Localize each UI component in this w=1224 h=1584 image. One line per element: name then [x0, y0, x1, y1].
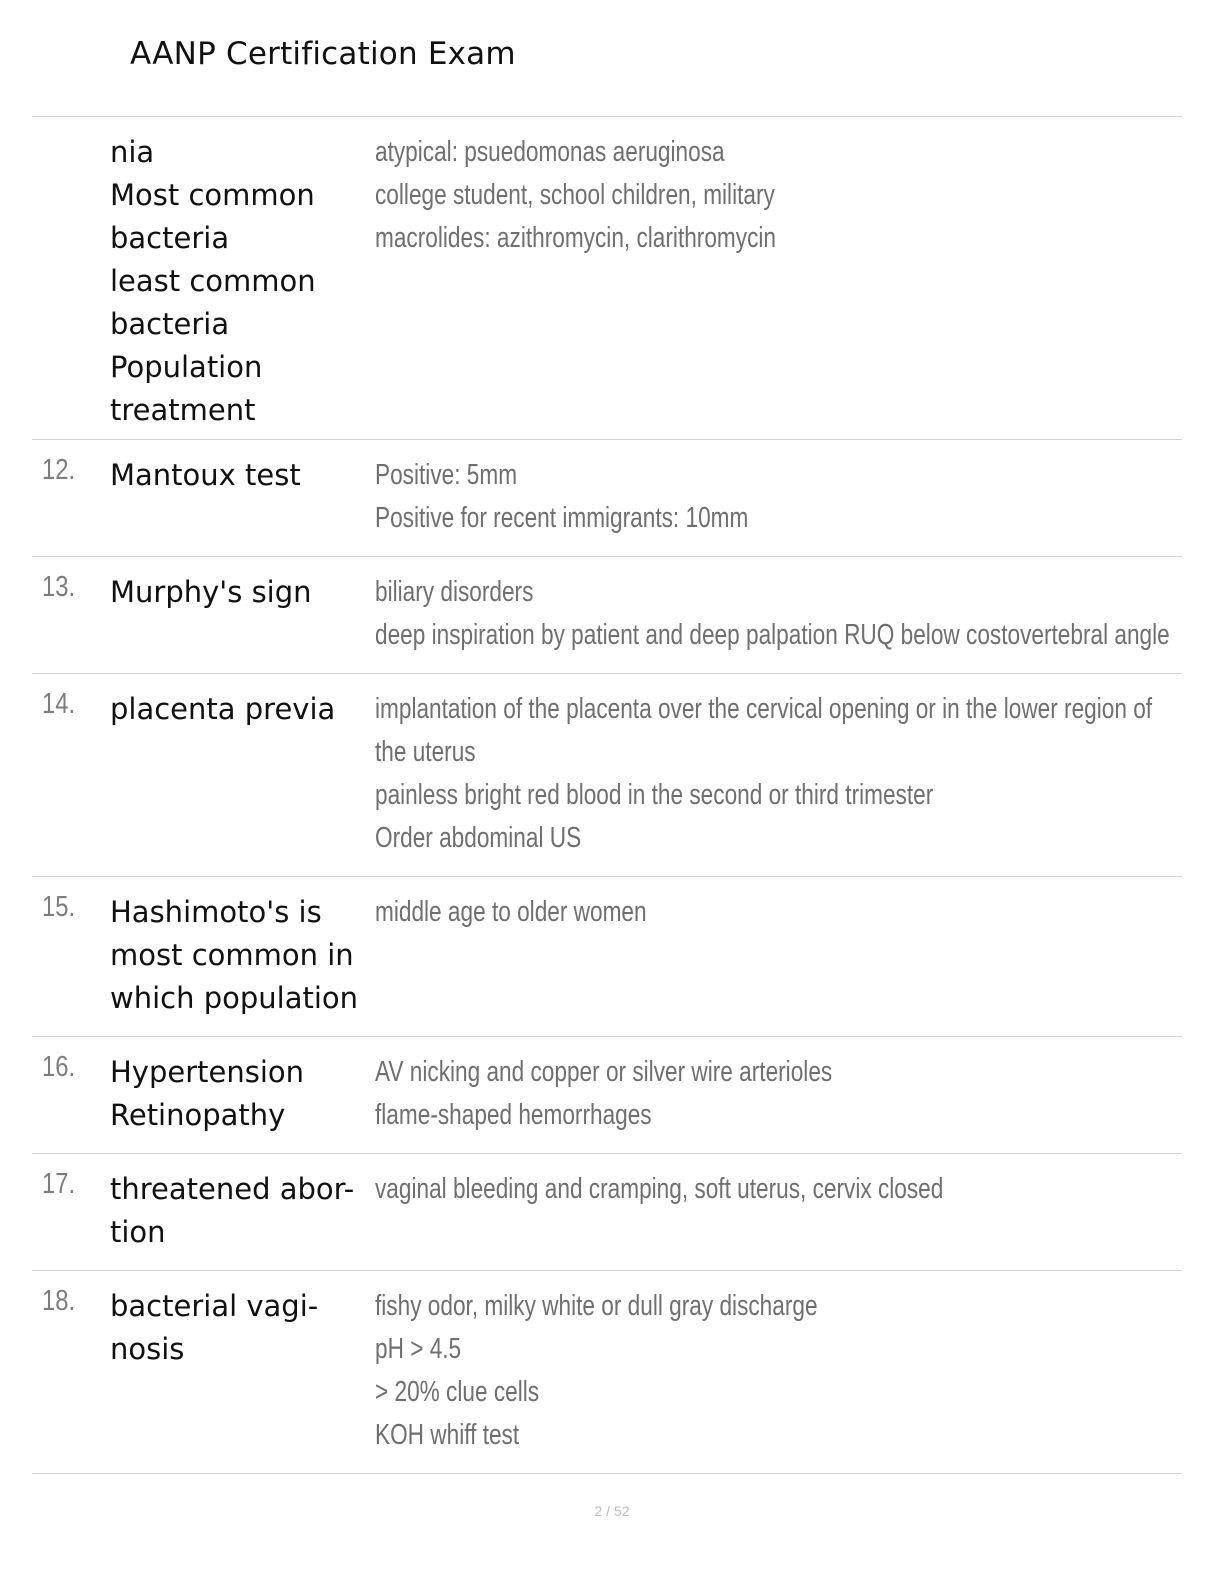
card-term: threatened abor- tion [110, 1172, 355, 1249]
definition-line: the uterus [375, 736, 476, 768]
flashcard-row [32, 440, 1182, 557]
card-definition [375, 1285, 1195, 1457]
card-term: Hypertension Retinopathy [110, 1055, 305, 1132]
card-number: 13. [42, 571, 76, 603]
card-number: 14. [42, 688, 76, 720]
definition-line: flame-shaped hemorrhages [375, 1099, 652, 1131]
flashcard-list [32, 116, 1182, 1474]
definition-line: biliary disorders [375, 576, 534, 608]
definition-line: pH > 4.5 [375, 1333, 462, 1365]
flashcard-row [32, 557, 1182, 674]
card-definition [375, 1051, 1195, 1137]
definition-line: fishy odor, milky white or dull gray discharge [375, 1290, 818, 1322]
definition-line: Order abdominal US [375, 822, 582, 854]
card-term: Murphy's sign [110, 575, 312, 609]
card-term: bacterial vagi- nosis [110, 1289, 319, 1366]
definition-line: painless bright red blood in the second or third trimester [375, 779, 934, 811]
definition-line: college student, school children, military [375, 179, 775, 211]
definition-line: Positive: 5mm [375, 459, 518, 491]
card-term: Mantoux test [110, 458, 301, 492]
definition-line: Positive for recent immigrants: 10mm [375, 502, 749, 534]
page-number: 2 / 52 [594, 1503, 630, 1519]
card-definition [375, 891, 1195, 934]
definition-line: > 20% clue cells [375, 1376, 540, 1408]
card-term: nia Most common bacteria least common bacteria Population treatment [110, 135, 316, 427]
flashcard-row [32, 1271, 1182, 1474]
definition-line: KOH whiff test [375, 1419, 520, 1451]
flashcard-row [32, 877, 1182, 1037]
card-number: 18. [42, 1285, 76, 1317]
page-title: AANP Certification Exam [130, 36, 516, 72]
card-definition [375, 688, 1195, 860]
definition-line: implantation of the placenta over the cervical opening or in the lower region of [375, 693, 1153, 725]
flashcard-row [32, 1154, 1182, 1271]
card-number: 15. [42, 891, 76, 923]
card-number: 16. [42, 1051, 76, 1083]
card-definition [375, 454, 1195, 540]
flashcard-row [32, 1037, 1182, 1154]
definition-line: vaginal bleeding and cramping, soft uterus, cervix closed [375, 1173, 944, 1205]
card-number: 17. [42, 1168, 76, 1200]
definition-line: AV nicking and copper or silver wire arterioles [375, 1056, 833, 1088]
card-definition [375, 1168, 1195, 1211]
definition-line: middle age to older women [375, 896, 647, 928]
card-definition [375, 571, 1195, 657]
flashcard-row [32, 674, 1182, 877]
definition-line: macrolides: azithromycin, clarithromycin [375, 222, 776, 254]
definition-line: deep inspiration by patient and deep palpation RUQ below costovertebral angle [375, 619, 1170, 651]
card-number: 12. [42, 454, 76, 486]
flashcard-row [32, 117, 1182, 440]
definition-line: atypical: psuedomonas aeruginosa [375, 136, 725, 168]
card-term: placenta previa [110, 692, 336, 726]
card-term: Hashimoto's is most common in which population [110, 895, 359, 1015]
card-definition [375, 131, 1195, 260]
